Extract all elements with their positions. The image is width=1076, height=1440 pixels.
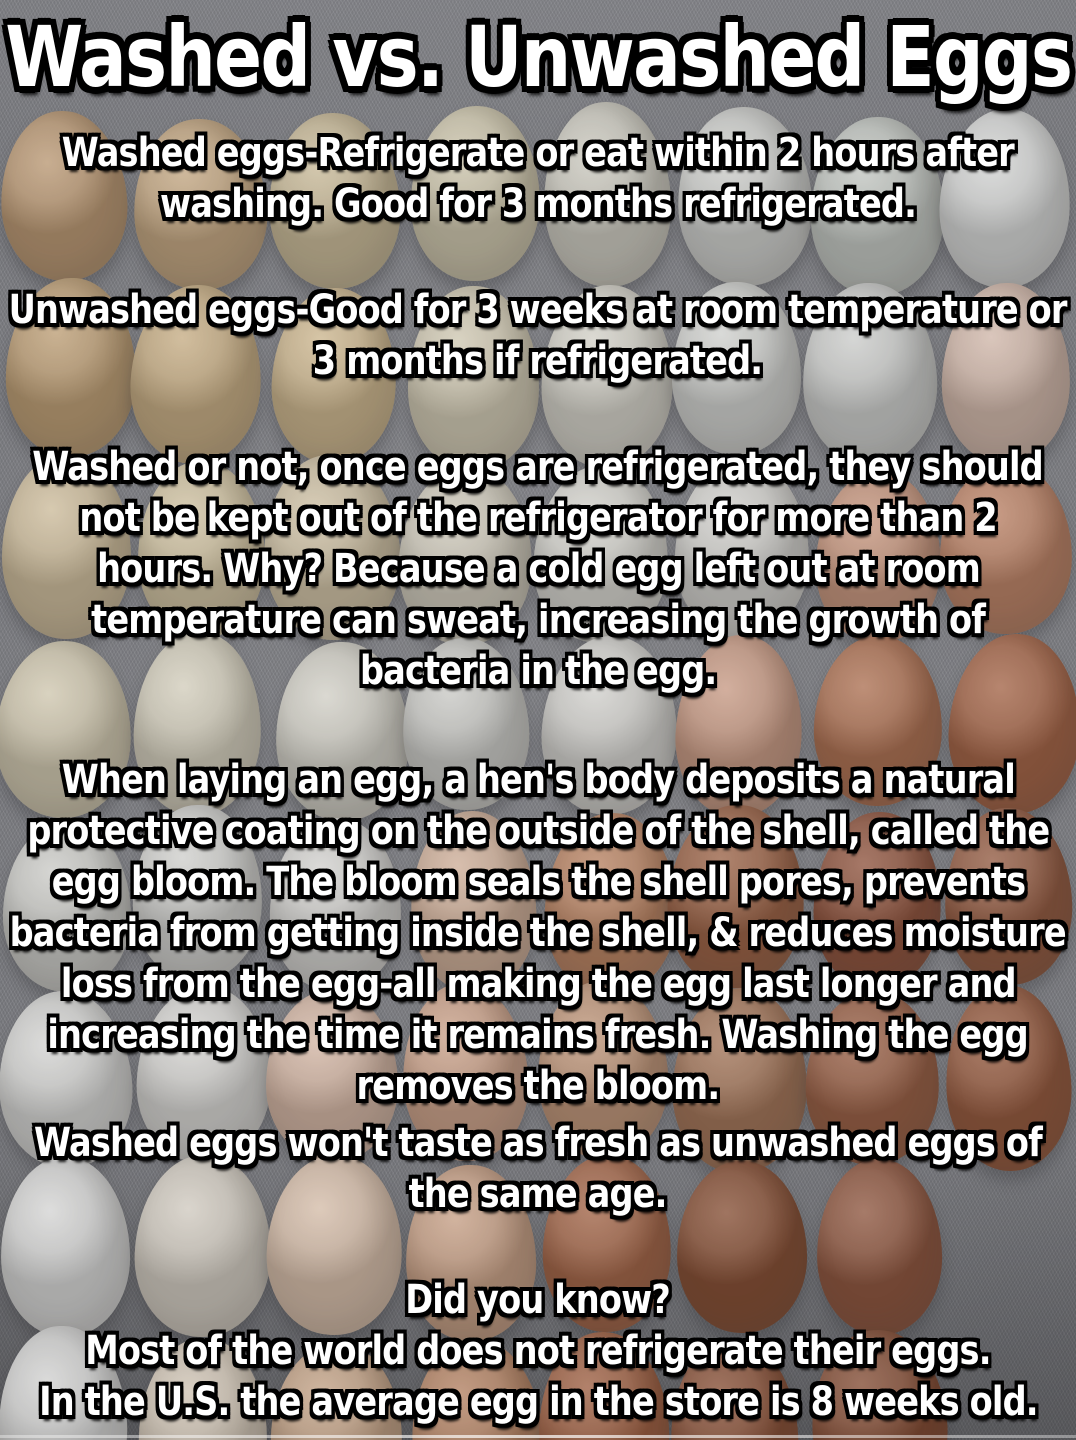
- text-line: Did you know?: [405, 1277, 671, 1323]
- paragraph-washed-eggs: [0, 128, 1076, 230]
- text-line: washing. Good for 3 months refrigerated.: [159, 181, 917, 227]
- text-line: egg bloom. The bloom seals the shell pores, prevents: [51, 859, 1025, 905]
- paragraph-egg-bloom: [0, 755, 1076, 1112]
- paragraph-taste-note: [0, 1118, 1076, 1220]
- text-line: 3 months if refrigerated.: [313, 338, 763, 384]
- text-line: bacteria from getting inside the shell, & reduces moisture: [9, 910, 1067, 956]
- text-line: Most of the world does not refrigerate their eggs.: [85, 1328, 991, 1374]
- paragraph-unwashed-eggs: [0, 285, 1076, 387]
- text-line: Washed or not, once eggs are refrigerated, they should: [32, 444, 1044, 490]
- paragraph-refrigeration-warning: [0, 442, 1076, 697]
- text-line: In the U.S. the average egg in the store is 8 weeks old.: [38, 1379, 1038, 1425]
- text-line: increasing the time it remains fresh. Washing the egg: [47, 1012, 1029, 1058]
- text-line: Unwashed eggs-Good for 3 weeks at room temperature or: [8, 287, 1068, 333]
- text-line: the same age.: [408, 1171, 667, 1217]
- text-line: temperature can sweat, increasing the growth of: [91, 597, 985, 643]
- text-line: Washed eggs won't taste as fresh as unwashed eggs of: [34, 1120, 1042, 1166]
- text-line: not be kept out of the refrigerator for more than 2: [79, 495, 997, 541]
- poster-title: Washed vs. Unwashed Eggs: [5, 8, 1071, 106]
- text-line: protective coating on the outside of the shell, called the: [27, 808, 1049, 854]
- text-line: removes the bloom.: [356, 1063, 720, 1109]
- text-line: Washed eggs-Refrigerate or eat within 2 hours after: [61, 130, 1015, 176]
- text-line: bacteria in the egg.: [359, 648, 717, 694]
- text-line: hours. Why? Because a cold egg left out at room: [96, 546, 980, 592]
- text-line: loss from the egg-all making the egg last longer and: [60, 961, 1016, 1007]
- title-row: [0, 4, 1076, 110]
- text-line: When laying an egg, a hen's body deposits a natural: [61, 757, 1015, 803]
- paragraph-did-you-know: [0, 1275, 1076, 1428]
